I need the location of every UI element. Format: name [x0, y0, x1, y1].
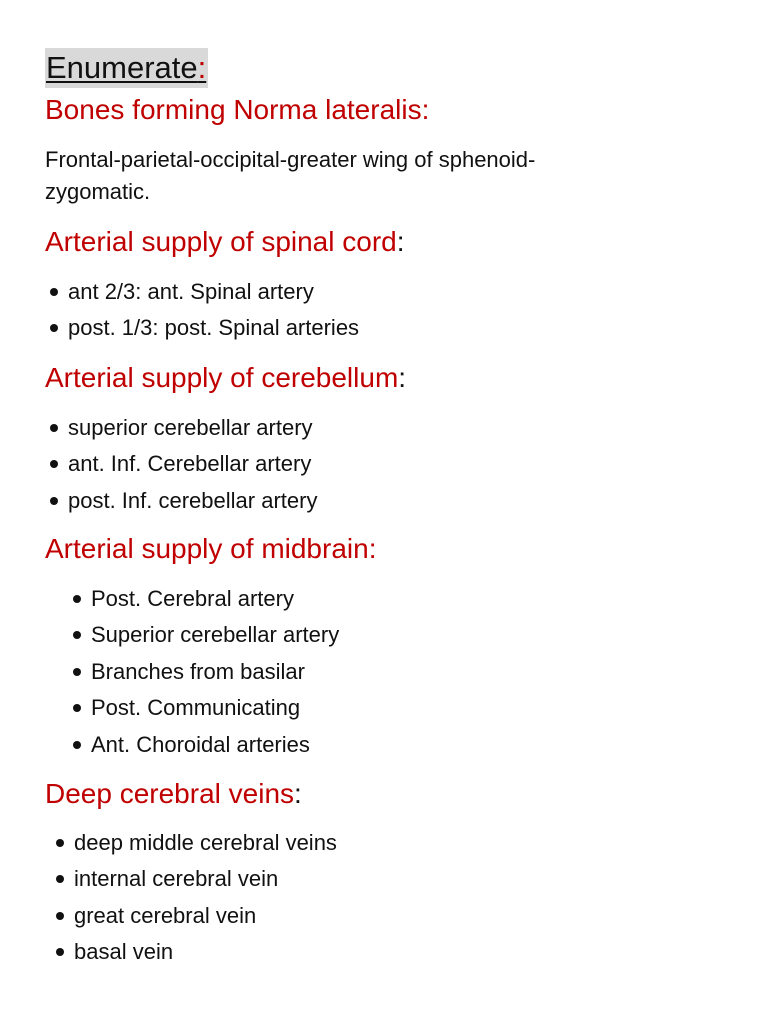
bullet-icon [73, 595, 81, 603]
heading-colon: : [368, 533, 377, 564]
list-item-text: great cerebral vein [74, 902, 257, 928]
bullet-icon [73, 704, 81, 712]
list-item-text: Post. Communicating [91, 695, 301, 721]
list-item [91, 690, 339, 726]
bullet-icon [56, 948, 64, 956]
bullet-icon [50, 324, 58, 332]
norma-lateralis-paragraph [45, 144, 725, 208]
title-colon: : [197, 50, 207, 85]
title-text: Enumerate [46, 50, 198, 85]
list-item-text: internal cerebral vein [74, 866, 279, 892]
heading-text: Arterial supply of spinal cord [45, 226, 397, 257]
heading-deep-cerebral-veins [45, 776, 302, 812]
heading-text: Arterial supply of cerebellum [45, 362, 399, 393]
heading-text: Deep cerebral veins [45, 778, 295, 809]
cerebellum-list [68, 410, 317, 519]
bullet-icon [73, 668, 81, 676]
bullet-icon [56, 875, 64, 883]
list-item [68, 310, 359, 346]
list-item-text: Ant. Choroidal arteries [91, 731, 310, 757]
list-item-text: basal vein [74, 939, 174, 965]
heading-text: Bones forming Norma lateralis [45, 94, 422, 125]
heading-text: Arterial supply of midbrain [45, 533, 369, 564]
heading-colon: : [398, 362, 407, 393]
bullet-icon [73, 631, 81, 639]
list-item-text: ant 2/3: ant. Spinal artery [68, 279, 314, 304]
heading-colon: : [396, 226, 405, 257]
list-item-text: post. Inf. cerebellar artery [68, 487, 318, 513]
list-item-text: deep middle cerebral veins [74, 830, 337, 855]
list-item [91, 581, 339, 617]
spinal-cord-list [68, 274, 359, 347]
list-item [74, 898, 337, 934]
heading-spinal-cord-supply [45, 224, 405, 260]
midbrain-list [91, 581, 339, 763]
list-item [68, 274, 359, 310]
list-item-text: Branches from basilar [91, 658, 305, 684]
paragraph-line: Frontal-parietal-occipital-greater wing of sphenoid- [45, 147, 536, 172]
bullet-icon [50, 424, 58, 432]
list-item [91, 617, 339, 653]
paragraph-line: zygomatic. [45, 179, 151, 204]
list-item [68, 446, 317, 482]
heading-norma-lateralis [45, 92, 429, 128]
list-item-text: ant. Inf. Cerebellar artery [68, 451, 312, 477]
list-item-text: Superior cerebellar artery [91, 622, 340, 648]
heading-midbrain-supply [45, 531, 376, 567]
bullet-icon [56, 839, 64, 847]
list-item [74, 934, 337, 970]
deep-veins-list [74, 825, 337, 971]
bullet-icon [50, 497, 58, 505]
list-item-text: Post. Cerebral artery [91, 586, 294, 611]
heading-colon: : [294, 778, 302, 809]
bullet-icon [73, 741, 81, 749]
bullet-icon [56, 912, 64, 920]
list-item [91, 654, 339, 690]
page-title [45, 48, 208, 88]
list-item [91, 727, 339, 763]
list-item [68, 410, 317, 446]
bullet-icon [50, 460, 58, 468]
heading-cerebellum-supply [45, 360, 406, 396]
bullet-icon [50, 288, 58, 296]
list-item-text: superior cerebellar artery [68, 415, 313, 440]
heading-colon: : [421, 94, 430, 125]
list-item-text: post. 1/3: post. Spinal arteries [68, 315, 360, 341]
list-item [74, 825, 337, 861]
list-item [68, 483, 317, 519]
list-item [74, 861, 337, 897]
